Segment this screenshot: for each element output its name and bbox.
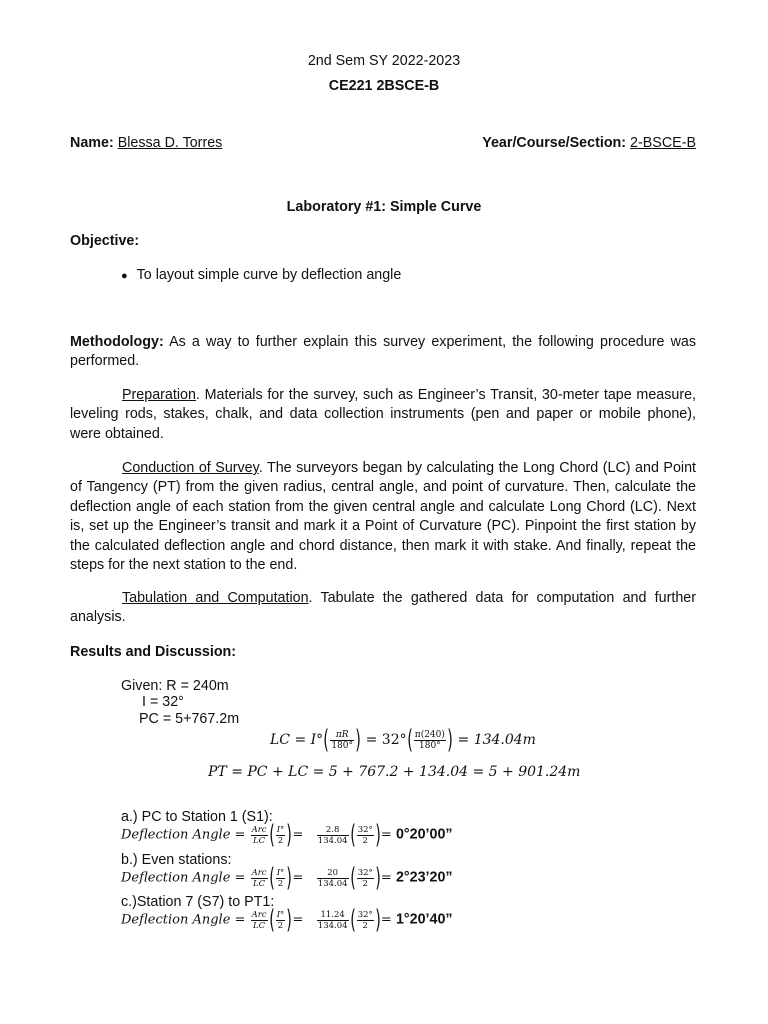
given-angle: I = 32°	[142, 694, 184, 710]
objective-text: To layout simple curve by deflection angle	[136, 267, 402, 283]
case-a-formula: Deflection Angle = $\frac{\text{Arc}}{LC}$ ( $\frac{I^\circ}{2}$ )= $\frac{2.8}{134.04}$ ( $\frac{32^\circ}{2}$ )= 0°20’00”	[121, 820, 453, 850]
lc-lhs: LC = I°	[270, 732, 324, 748]
section-value: 2-BSCE-B	[630, 135, 696, 151]
methodology-paragraph	[70, 333, 696, 372]
lc-fraction-1: $\frac{\pi R}{180^\circ}$	[331, 729, 354, 751]
conduction-body: . The surveyors began by calculating the Long Chord (LC) and Point of Tangency (PT) from the given radius, central angle, and point of curvature. Then, calculate the deflection angle of each station from the given central angle and calculate Long Chord (LC). Next is, set up the Engineer’s transit and mark it a Point of Curvature (PC). Pinpoint the first station by the calculated deflection angle and chord distance, then mark it with stake. And finally, repeat the steps for the next station to the end.	[70, 460, 697, 574]
tabulation-paragraph	[70, 589, 696, 628]
lab-title: Laboratory #1: Simple Curve	[286, 199, 482, 215]
given-pc: PC = 5+767.2m	[139, 711, 240, 727]
case-c-label: c.)Station 7 (S7) to PT1:	[121, 894, 275, 910]
case-a-label: a.) PC to Station 1 (S1):	[121, 809, 273, 825]
preparation-paragraph	[70, 386, 696, 444]
conduction-title: Conduction of Survey	[122, 460, 259, 476]
course-code: CE221 2BSCE-B	[328, 78, 440, 94]
results-heading: Results and Discussion:	[70, 644, 237, 660]
objective-item	[121, 266, 401, 286]
methodology-intro: As a way to further explain this survey experiment, the following procedure was performed.	[70, 334, 696, 370]
tabulation-body: . Tabulate the gathered data for computation and further analysis.	[70, 590, 696, 626]
lc-rhs: = 134.04m	[457, 732, 536, 748]
preparation-title: Preparation	[122, 387, 196, 403]
given-radius: Given: R = 240m	[121, 678, 229, 694]
student-name-row	[70, 134, 222, 153]
lc-mid: = 32°	[365, 732, 407, 748]
tabulation-title: Tabulation and Computation	[122, 590, 309, 606]
name-label: Name:	[70, 135, 114, 151]
case-b-formula: Deflection Angle = $\frac{\text{Arc}}{LC}$ ( $\frac{I^\circ}{2}$ )= $\frac{20}{134.04}$ ( $\frac{32^\circ}{2}$ )= 2°23’20”	[121, 863, 453, 893]
pt-equation: PT = PC + LC = 5 + 767.2 + 134.04 = 5 + 901.24m	[208, 764, 581, 780]
methodology-heading: Methodology:	[70, 334, 164, 350]
section-row	[482, 134, 696, 153]
section-label: Year/Course/Section:	[482, 135, 627, 151]
name-value: Blessa D. Torres	[117, 135, 223, 151]
semester-line: 2nd Sem SY 2022-2023	[307, 53, 461, 69]
conduction-paragraph	[70, 459, 696, 575]
case-b-label: b.) Even stations:	[121, 852, 232, 868]
case-c-formula: Deflection Angle = $\frac{\text{Arc}}{LC}$ ( $\frac{I^\circ}{2}$ )= $\frac{11.24}{134.04}$ ( $\frac{32^\circ}{2}$ )= 1°20’40”	[121, 905, 453, 935]
objective-heading: Objective:	[70, 233, 140, 249]
lc-equation: LC = I°( $\frac{\pi R}{180^\circ}$ ) = 32°( $\frac{\pi(240)}{180^\circ}$ ) = 134.04m	[270, 725, 536, 755]
lc-fraction-2: $\frac{\pi(240)}{180^\circ}$	[414, 729, 445, 751]
bullet-icon: ●	[121, 270, 128, 282]
case-b-result: 2°23’20”	[395, 869, 453, 886]
case-a-result: 0°20’00”	[395, 826, 453, 843]
preparation-body: . Materials for the survey, such as Engineer’s Transit, 30-meter tape measure, leveling rods, stakes, chalk, and data collection instruments (pen and paper or mobile phone), were obtained.	[70, 387, 696, 442]
case-c-result: 1°20’40”	[395, 911, 453, 928]
